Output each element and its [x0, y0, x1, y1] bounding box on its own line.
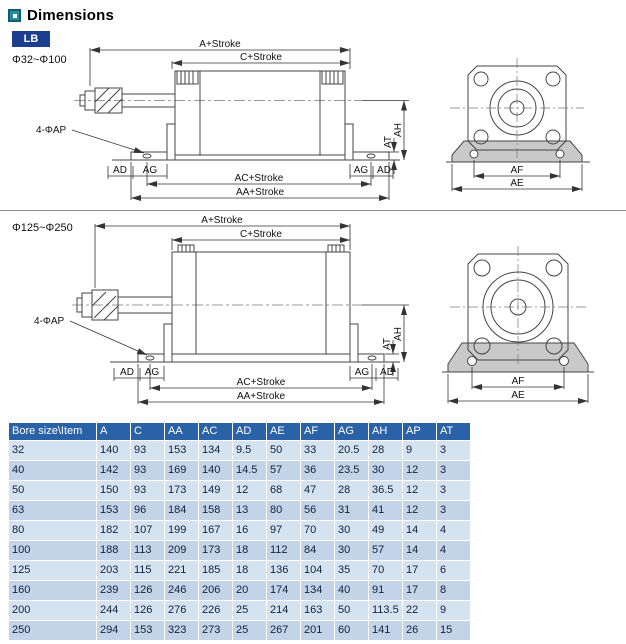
table-row [9, 521, 471, 541]
dimension-value-cell: 68 [267, 481, 301, 501]
dimension-value-cell: 47 [301, 481, 335, 501]
dimension-value-cell: 214 [267, 601, 301, 621]
dimension-value-cell: 323 [165, 621, 199, 641]
dimension-value-cell: 80 [267, 501, 301, 521]
table-row [9, 561, 471, 581]
bore-size-cell: 80 [9, 521, 97, 541]
bore-range-label-large: Φ125~Φ250 [12, 222, 73, 234]
dimension-value-cell: 9 [437, 601, 471, 621]
table-header-cell: Bore size\Item [9, 423, 97, 441]
dimension-value-cell: 70 [301, 521, 335, 541]
dimension-value-cell: 206 [199, 581, 233, 601]
dim-label-ah: AH [393, 327, 404, 341]
ap-leader-line [70, 321, 147, 355]
table-row [9, 481, 471, 501]
section-bullet-icon [8, 9, 21, 22]
dimension-value-cell: 93 [131, 441, 165, 461]
dimension-value-cell: 201 [301, 621, 335, 641]
dimension-value-cell: 9 [403, 441, 437, 461]
table-header-cell: AE [267, 423, 301, 441]
dimension-value-cell: 3 [437, 461, 471, 481]
dim-label-ap-callout: 4-ΦAP [34, 316, 65, 327]
dimension-value-cell: 276 [165, 601, 199, 621]
dimension-value-cell: 84 [301, 541, 335, 561]
bore-size-cell: 160 [9, 581, 97, 601]
dimension-value-cell: 246 [165, 581, 199, 601]
table-header-cell: AG [335, 423, 369, 441]
dimension-value-cell: 12 [403, 461, 437, 481]
drawing-large-bore [0, 212, 626, 422]
dimension-value-cell: 113 [131, 541, 165, 561]
dimension-value-cell: 3 [437, 441, 471, 461]
dimension-value-cell: 113.5 [369, 601, 403, 621]
cylinder-side-view [72, 245, 400, 362]
dimension-value-cell: 226 [199, 601, 233, 621]
dimension-value-cell: 182 [97, 521, 131, 541]
bore-size-cell: 200 [9, 601, 97, 621]
dimension-value-cell: 173 [165, 481, 199, 501]
dim-label-ad-right: AD [380, 367, 394, 378]
dim-label-aa-stroke: AA+Stroke [235, 187, 285, 198]
dimension-value-cell: 18 [233, 541, 267, 561]
dimension-value-cell: 57 [267, 461, 301, 481]
dimension-value-cell: 97 [267, 521, 301, 541]
dimension-value-cell: 17 [403, 561, 437, 581]
dim-label-ap-callout: 4-ΦAP [36, 125, 67, 136]
section-divider [0, 210, 626, 211]
dimension-value-cell: 12 [403, 501, 437, 521]
dimension-labels [34, 215, 525, 402]
dimension-value-cell: 140 [97, 441, 131, 461]
dimension-value-cell: 134 [199, 441, 233, 461]
dimension-value-cell: 4 [437, 541, 471, 561]
page-title: Dimensions [27, 7, 115, 24]
dim-label-ac-stroke: AC+Stroke [234, 173, 284, 184]
bore-size-cell: 250 [9, 621, 97, 641]
bore-size-cell: 50 [9, 481, 97, 501]
dimension-value-cell: 3 [437, 481, 471, 501]
dimension-value-cell: 41 [369, 501, 403, 521]
dim-label-c-stroke: C+Stroke [240, 52, 282, 63]
dimension-value-cell: 96 [131, 501, 165, 521]
dimension-value-cell: 6 [437, 561, 471, 581]
dimension-value-cell: 18 [233, 561, 267, 581]
dimension-value-cell: 9.5 [233, 441, 267, 461]
table-header-cell: AC [199, 423, 233, 441]
dimension-value-cell: 26 [403, 621, 437, 641]
dimension-value-cell: 153 [165, 441, 199, 461]
dim-label-at: AT [383, 135, 394, 149]
table-header-cell: AF [301, 423, 335, 441]
dim-label-aa-stroke: AA+Stroke [236, 391, 286, 402]
dimension-value-cell: 188 [97, 541, 131, 561]
table-row [9, 441, 471, 461]
dim-label-af: AF [510, 165, 524, 176]
tie-rod-nuts [178, 245, 344, 252]
dimension-value-cell: 50 [267, 441, 301, 461]
bore-size-cell: 32 [9, 441, 97, 461]
dimension-value-cell: 70 [369, 561, 403, 581]
dimension-value-cell: 104 [301, 561, 335, 581]
dimension-value-cell: 40 [335, 581, 369, 601]
table-header-cell: AA [165, 423, 199, 441]
end-view [442, 246, 594, 372]
dimension-value-cell: 50 [335, 601, 369, 621]
dimension-value-cell: 36.5 [369, 481, 403, 501]
dimension-value-cell: 35 [335, 561, 369, 581]
dimension-value-cell: 17 [403, 581, 437, 601]
cylinder-body [172, 252, 350, 354]
bore-size-cell: 125 [9, 561, 97, 581]
table-row [9, 621, 471, 641]
dimension-value-cell: 8 [437, 581, 471, 601]
table-header-row [9, 423, 471, 441]
end-view [446, 58, 590, 162]
dimension-value-cell: 115 [131, 561, 165, 581]
dimension-value-cell: 15 [437, 621, 471, 641]
dimension-value-cell: 142 [97, 461, 131, 481]
table-header-cell: A [97, 423, 131, 441]
dimension-value-cell: 244 [97, 601, 131, 621]
dimension-value-cell: 91 [369, 581, 403, 601]
dim-label-a-stroke: A+Stroke [199, 39, 241, 50]
bore-size-cell: 100 [9, 541, 97, 561]
dimension-value-cell: 239 [97, 581, 131, 601]
drawing-small-bore [0, 38, 626, 212]
table-row [9, 601, 471, 621]
dimension-value-cell: 30 [369, 461, 403, 481]
bullet-inner-square [13, 14, 17, 18]
dim-label-a-stroke: A+Stroke [201, 215, 243, 226]
dimension-value-cell: 149 [199, 481, 233, 501]
dimension-value-cell: 31 [335, 501, 369, 521]
dimension-value-cell: 49 [369, 521, 403, 541]
dimension-value-cell: 28 [335, 481, 369, 501]
dim-label-ag-left: AG [144, 367, 160, 378]
dimension-value-cell: 167 [199, 521, 233, 541]
dimension-value-cell: 136 [267, 561, 301, 581]
dim-label-ah: AH [393, 123, 404, 137]
dimension-value-cell: 163 [301, 601, 335, 621]
table-header-cell: AT [437, 423, 471, 441]
dim-label-ag-left: AG [142, 165, 158, 176]
dimension-value-cell: 12 [233, 481, 267, 501]
table-body [9, 441, 471, 641]
bore-size-cell: 40 [9, 461, 97, 481]
dimension-value-cell: 184 [165, 501, 199, 521]
dim-label-ae: AE [511, 390, 525, 401]
dimension-labels [36, 39, 524, 198]
dimension-value-cell: 294 [97, 621, 131, 641]
model-badge: LB [12, 31, 50, 47]
dimension-value-cell: 57 [369, 541, 403, 561]
foot-brackets [138, 324, 384, 362]
dimension-value-cell: 22 [403, 601, 437, 621]
dimension-value-cell: 141 [369, 621, 403, 641]
dimension-value-cell: 199 [165, 521, 199, 541]
dimension-value-cell: 30 [335, 521, 369, 541]
dimension-value-cell: 12 [403, 481, 437, 501]
dimension-value-cell: 134 [301, 581, 335, 601]
table-header-cell: AP [403, 423, 437, 441]
bore-range-label-small: Φ32~Φ100 [12, 54, 67, 66]
dim-label-ag-right: AG [354, 367, 370, 378]
dimension-value-cell: 174 [267, 581, 301, 601]
dimension-value-cell: 20 [233, 581, 267, 601]
dimension-value-cell: 56 [301, 501, 335, 521]
dimension-value-cell: 185 [199, 561, 233, 581]
dimension-value-cell: 126 [131, 581, 165, 601]
dimension-value-cell: 267 [267, 621, 301, 641]
dimension-value-cell: 203 [97, 561, 131, 581]
dimension-value-cell: 221 [165, 561, 199, 581]
dim-label-af: AF [511, 376, 525, 387]
dimension-value-cell: 14.5 [233, 461, 267, 481]
dimension-value-cell: 112 [267, 541, 301, 561]
dim-label-ac-stroke: AC+Stroke [236, 377, 286, 388]
table-row [9, 501, 471, 521]
bore-size-cell: 63 [9, 501, 97, 521]
dim-label-ad-left: AD [113, 165, 127, 176]
page-header [8, 7, 114, 24]
dimension-value-cell: 140 [199, 461, 233, 481]
dim-label-ad-right: AD [377, 165, 391, 176]
dimension-value-cell: 14 [403, 521, 437, 541]
dimension-value-cell: 28 [369, 441, 403, 461]
dimension-value-cell: 126 [131, 601, 165, 621]
ap-leader-line [72, 130, 144, 153]
dimension-value-cell: 23.5 [335, 461, 369, 481]
dimension-value-cell: 150 [97, 481, 131, 501]
dimension-value-cell: 158 [199, 501, 233, 521]
dimension-value-cell: 25 [233, 621, 267, 641]
table-row [9, 581, 471, 601]
dimension-value-cell: 93 [131, 481, 165, 501]
dimension-value-cell: 153 [97, 501, 131, 521]
table-header-cell: C [131, 423, 165, 441]
dim-label-ae: AE [510, 178, 524, 189]
dimension-value-cell: 173 [199, 541, 233, 561]
dimension-value-cell: 107 [131, 521, 165, 541]
table-row [9, 541, 471, 561]
dimension-value-cell: 20.5 [335, 441, 369, 461]
table-header-cell: AD [233, 423, 267, 441]
dimension-value-cell: 153 [131, 621, 165, 641]
dimension-value-cell: 169 [165, 461, 199, 481]
table-header-cell: AH [369, 423, 403, 441]
dimension-value-cell: 30 [335, 541, 369, 561]
tie-rod-ribs [177, 71, 343, 84]
dimension-value-cell: 4 [437, 521, 471, 541]
dimension-value-cell: 93 [131, 461, 165, 481]
dim-label-at: AT [382, 337, 393, 351]
dim-label-ag-right: AG [353, 165, 369, 176]
dimensions-table [8, 422, 471, 641]
dim-label-c-stroke: C+Stroke [240, 229, 282, 240]
table-row [9, 461, 471, 481]
dimension-value-cell: 36 [301, 461, 335, 481]
dimension-value-cell: 60 [335, 621, 369, 641]
dimension-value-cell: 13 [233, 501, 267, 521]
dimension-value-cell: 273 [199, 621, 233, 641]
dimension-value-cell: 25 [233, 601, 267, 621]
dimension-value-cell: 16 [233, 521, 267, 541]
dimension-value-cell: 14 [403, 541, 437, 561]
dimension-value-cell: 3 [437, 501, 471, 521]
dim-label-ad-left: AD [120, 367, 134, 378]
dimension-value-cell: 209 [165, 541, 199, 561]
dimension-value-cell: 33 [301, 441, 335, 461]
